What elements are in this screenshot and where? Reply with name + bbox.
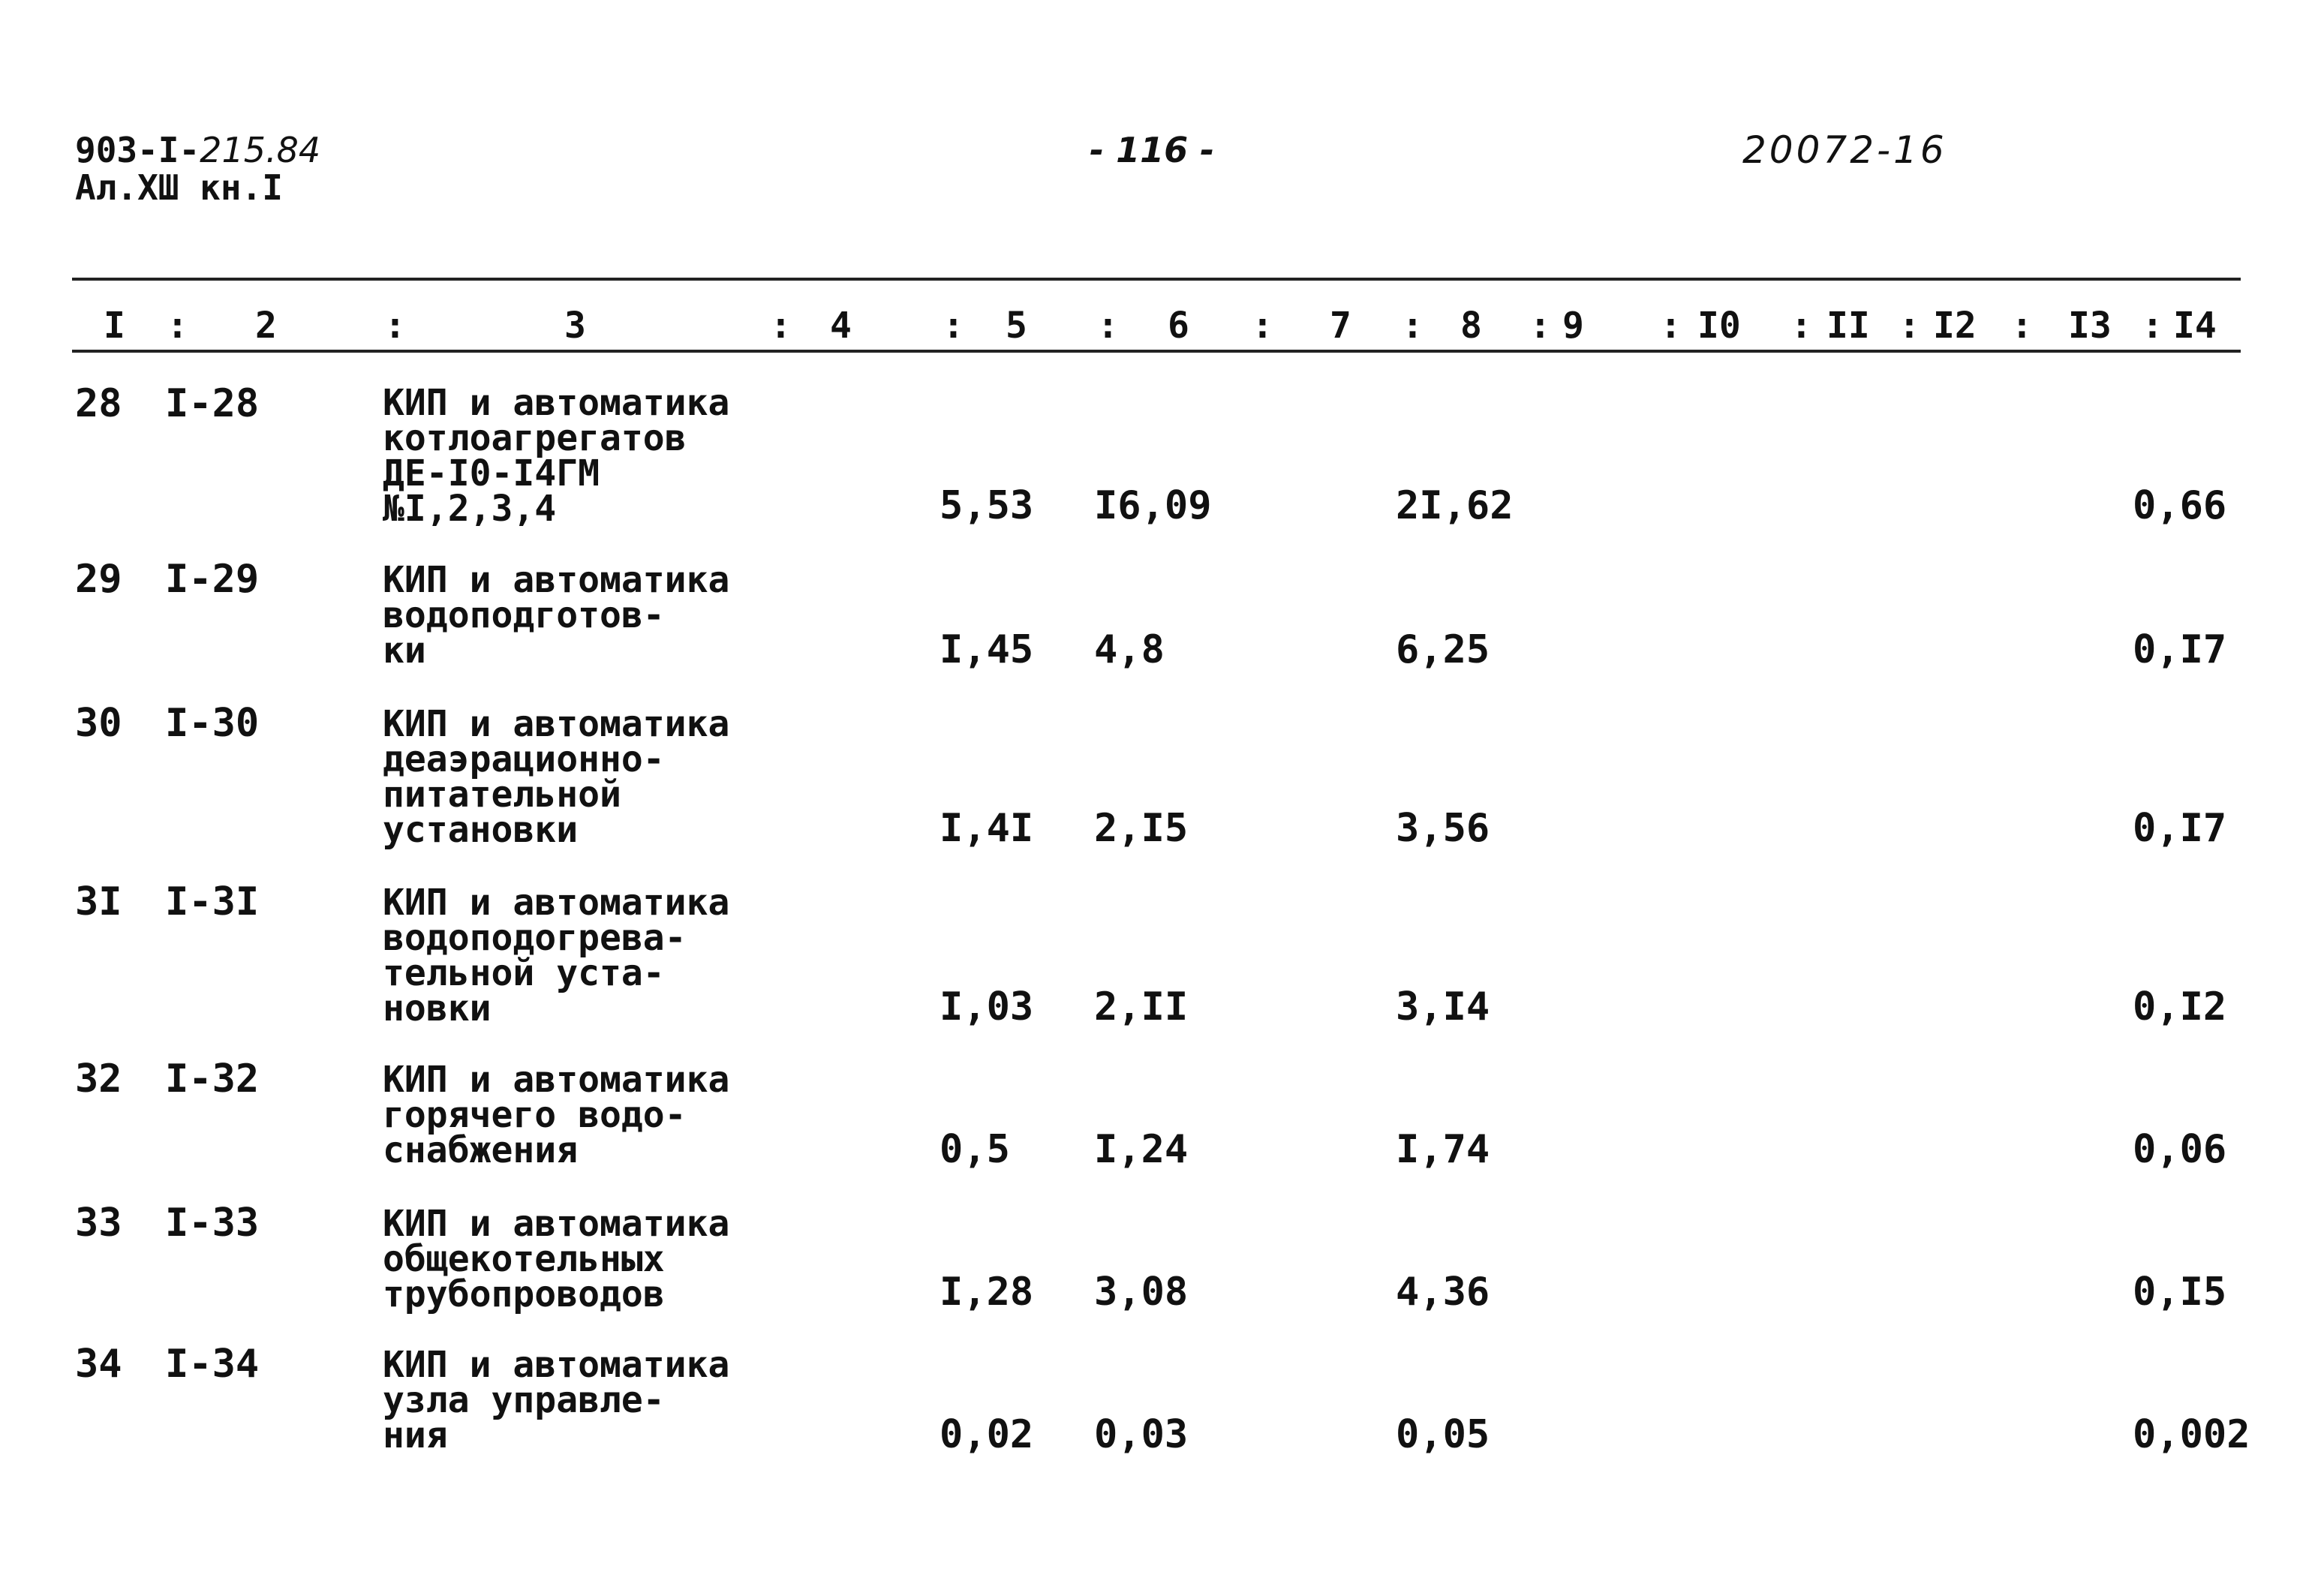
row-description: КИП и автоматика водоподготов- ки [383,559,730,672]
cell-col-6: 0,03 [1094,1412,1189,1457]
sheet-code: 20072-16 [1742,128,1947,172]
cell-col-6: 3,08 [1094,1270,1189,1315]
column-separator: : [1790,305,1812,347]
row-description: КИП и автоматика деаэрационно- питательной установки [383,703,730,851]
column-separator: : [1660,305,1682,347]
column-number: II [1826,305,1870,347]
row-code: I-34 [165,1342,260,1387]
cell-col-8: 2I,62 [1396,483,1514,528]
album-line: Ал.XШ кн.I [75,167,283,208]
cell-col-5: I,45 [940,627,1034,672]
column-separator: : [1529,305,1551,347]
column-number: 2 [255,305,277,347]
cell-col-14: 0,002 [2133,1412,2250,1457]
cell-col-8: 3,56 [1396,806,1490,851]
cell-col-5: 0,5 [940,1127,1010,1172]
column-number: 6 [1168,305,1189,347]
cell-col-14: 0,06 [2133,1127,2227,1172]
cell-col-8: 6,25 [1396,627,1490,672]
cell-col-5: 0,02 [940,1412,1034,1457]
row-number: 28 [75,381,122,426]
row-description: КИП и автоматика узла управле- ния [383,1344,730,1456]
column-number: I [104,305,125,347]
cell-col-14: 0,I7 [2133,627,2227,672]
column-number: 8 [1460,305,1482,347]
document-code-handwritten: 215.84 [200,130,321,170]
column-number: 7 [1330,305,1351,347]
column-number: I0 [1697,305,1741,347]
cell-col-8: 4,36 [1396,1270,1490,1315]
column-separator: : [384,305,406,347]
cell-col-6: 2,I5 [1094,806,1189,851]
cell-col-5: 5,53 [940,483,1034,528]
cell-col-5: I,4I [940,806,1034,851]
column-number: 5 [1006,305,1027,347]
cell-col-6: 2,II [1094,984,1189,1029]
row-code: I-28 [165,381,260,426]
row-number: 34 [75,1342,122,1387]
row-number: 29 [75,557,122,602]
column-number: 4 [830,305,852,347]
column-number: 9 [1562,305,1584,347]
row-description: КИП и автоматика водоподогрева- тельной уста- новки [383,882,730,1029]
cell-col-5: I,28 [940,1270,1034,1315]
column-number: 3 [564,305,586,347]
cell-col-6: I,24 [1094,1127,1189,1172]
row-description: КИП и автоматика общекотельных трубопроводов [383,1203,730,1315]
cell-col-14: 0,66 [2133,483,2227,528]
cell-col-8: I,74 [1396,1127,1490,1172]
column-separator: : [1402,305,1424,347]
column-separator: : [1899,305,1920,347]
cell-col-8: 3,I4 [1396,984,1490,1029]
cell-col-5: I,03 [940,984,1034,1029]
column-separator: : [943,305,964,347]
row-number: 30 [75,701,122,746]
row-code: I-29 [165,557,260,602]
cell-col-8: 0,05 [1396,1412,1490,1457]
table-top-rule [72,278,2241,281]
column-number: I2 [1933,305,1977,347]
column-separator: : [1097,305,1119,347]
row-code: I-30 [165,701,260,746]
column-separator: : [2011,305,2033,347]
row-description: КИП и автоматика котлоагрегатов ДЕ-I0-I4ГМ №I,2,3,4 [383,382,730,530]
row-code: I-3I [165,879,260,924]
cell-col-14: 0,I5 [2133,1270,2227,1315]
row-code: I-32 [165,1056,260,1102]
column-separator: : [167,305,188,347]
table-header-rule [72,350,2241,353]
page-number: - 116 - [1090,130,1215,170]
column-separator: : [2142,305,2163,347]
row-number: 33 [75,1201,122,1246]
cell-col-6: I6,09 [1094,483,1212,528]
column-number: I3 [2068,305,2112,347]
cell-col-14: 0,I2 [2133,984,2227,1029]
column-separator: : [1252,305,1273,347]
row-code: I-33 [165,1201,260,1246]
row-number: 3I [75,879,122,924]
document-code-prefix: 903-I- [75,130,200,170]
cell-col-6: 4,8 [1094,627,1165,672]
cell-col-14: 0,I7 [2133,806,2227,851]
document-code [75,132,320,168]
row-description: КИП и автоматика горячего водо- снабжения [383,1059,730,1171]
row-number: 32 [75,1056,122,1102]
column-number: I4 [2173,305,2217,347]
column-separator: : [770,305,792,347]
